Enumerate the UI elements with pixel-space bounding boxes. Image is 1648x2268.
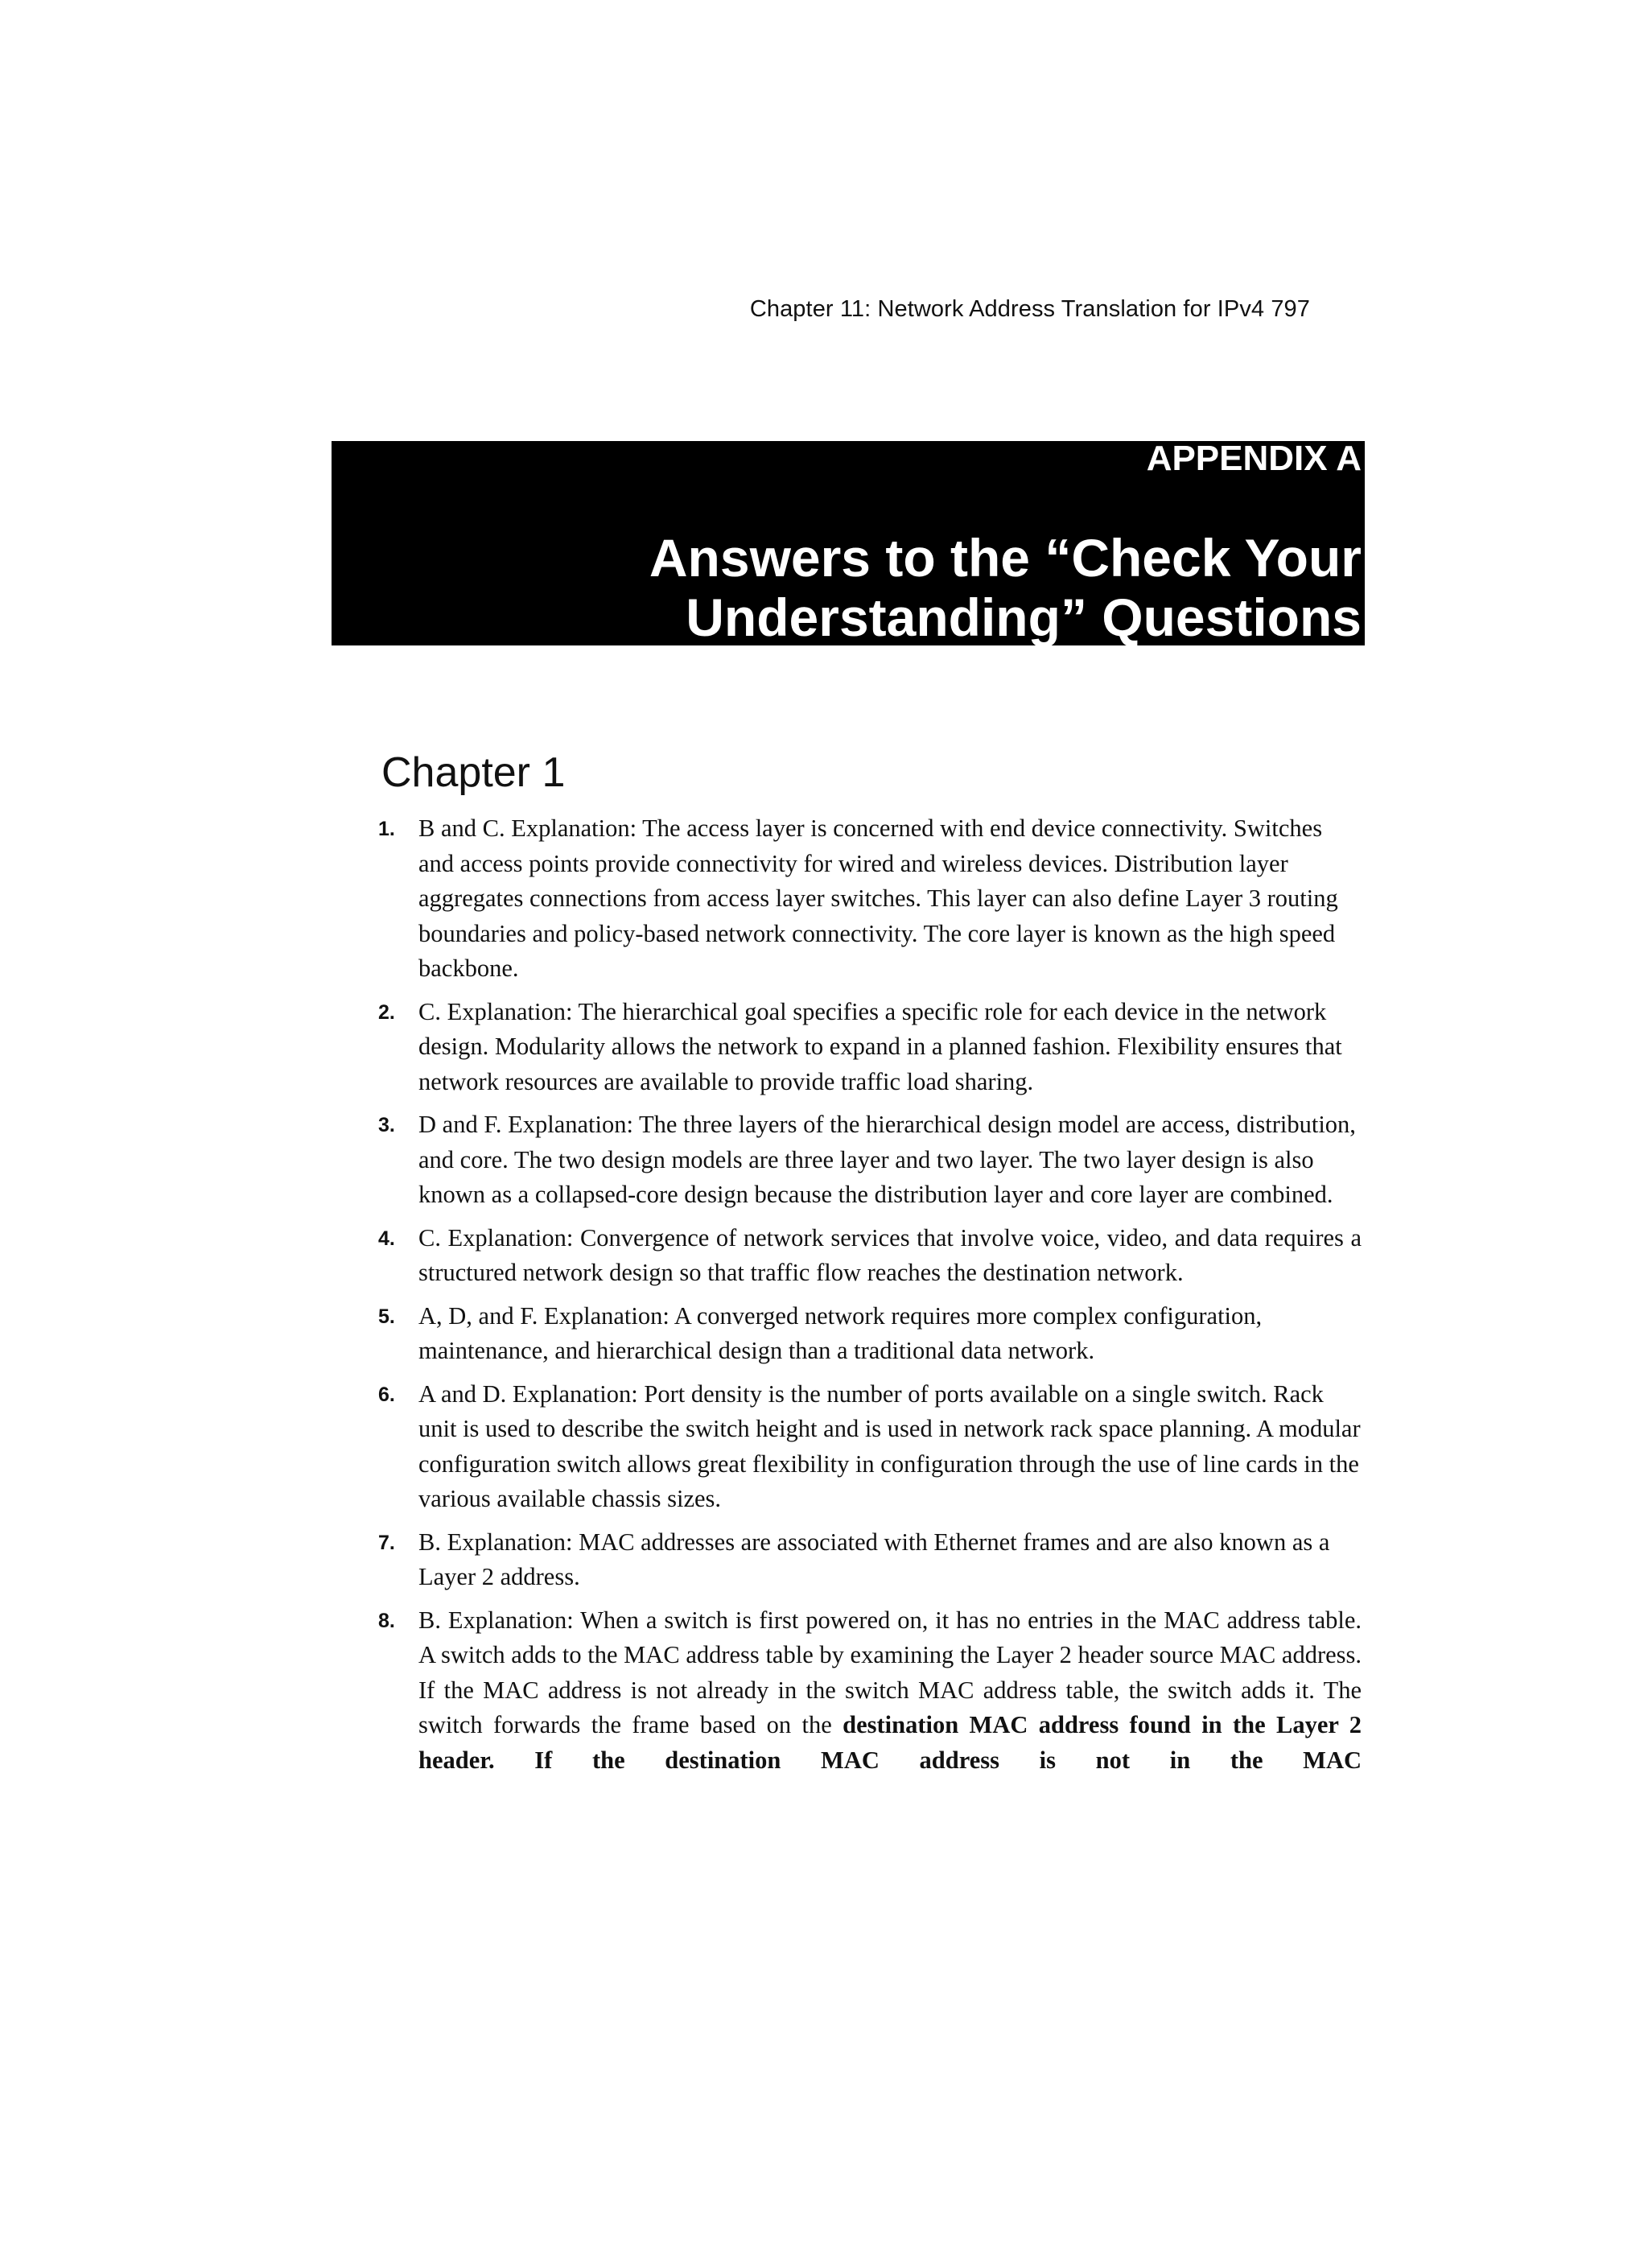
answer-number: 6. (378, 1383, 395, 1406)
appendix-label: APPENDIX A (1146, 439, 1362, 478)
answer-text: B and C. Explanation: The access layer is concerned with end device connectivity. Switches and access points provide connectivity for wired and wireless devices. Distribution layer aggregates connections from access layer switches. This layer can also define Layer 3 routing boundaries and policy-based network connectivity. The core layer is known as the high speed backbone. (418, 814, 1338, 982)
answer-item-6 (378, 1377, 1362, 1517)
answer-text: A, D, and F. Explanation: A converged network requires more complex configuration, maintenance, and hierarchical design than a traditional data network. (418, 1301, 1263, 1364)
chapter-heading: Chapter 1 (381, 749, 566, 796)
answer-number: 3. (378, 1114, 395, 1136)
answer-item-8 (378, 1603, 1362, 1779)
answer-text: A and D. Explanation: Port density is the number of ports available on a single switch. Rack unit is used to describe the switch height and is used in network rack space planning. A modular configuration switch allows great flexibility in configuration through the use of line cards in the various available chassis sizes. (418, 1379, 1361, 1512)
running-header: Chapter 11: Network Address Translation for IPv4 797 (749, 296, 1310, 322)
answer-text-regular: B. Explanation: When a switch is first powered on, it has no entries in the MAC address table. A switch adds to the MAC address table by examining the Layer 2 header source MAC address. If the MAC address is not already in the switch MAC address table, the switch adds it. The switch forwards the frame based on the (418, 1606, 1362, 1738)
answer-text: C. Explanation: Convergence of network services that involve voice, video, and data requires a structured network design so that traffic flow reaches the destination network. (418, 1223, 1362, 1286)
answer-number: 4. (378, 1227, 395, 1250)
answer-item-5 (378, 1299, 1362, 1369)
answer-item-1 (378, 811, 1362, 987)
answer-number: 1. (378, 818, 395, 840)
answer-item-7 (378, 1525, 1362, 1595)
answer-text-bold: destination MAC address found in the Layer 2 header. If the destination MAC address is not in the MAC (418, 1711, 1362, 1774)
answer-item-2 (378, 995, 1362, 1100)
answer-text: B. Explanation: MAC addresses are associated with Ethernet frames and are also known as a Layer 2 address. (418, 1528, 1330, 1590)
answer-number: 5. (378, 1305, 395, 1328)
appendix-banner (332, 441, 1365, 645)
appendix-title-line-2: Understanding” Questions (686, 588, 1362, 647)
answer-text (418, 1603, 1362, 1779)
answer-number: 7. (378, 1531, 395, 1554)
answer-number: 8. (378, 1609, 395, 1632)
answer-list (378, 811, 1362, 1786)
answer-item-3 (378, 1107, 1362, 1213)
appendix-title (649, 528, 1362, 647)
appendix-title-line-1: Answers to the “Check Your (649, 528, 1362, 588)
answer-text: D and F. Explanation: The three layers of the hierarchical design model are access, distribution, and core. The two design models are three layer and two layer. The two layer design is also known as a collapsed-core design because the distribution layer and core layer are combined. (418, 1111, 1356, 1208)
answer-number: 2. (378, 1000, 395, 1024)
answer-item-4 (378, 1221, 1362, 1291)
answer-text: C. Explanation: The hierarchical goal specifies a specific role for each device in the network design. Modularity allows the network to expand in a planned fashion. Flexibility ensures that network resources are available to provide traffic load sharing. (418, 997, 1342, 1095)
